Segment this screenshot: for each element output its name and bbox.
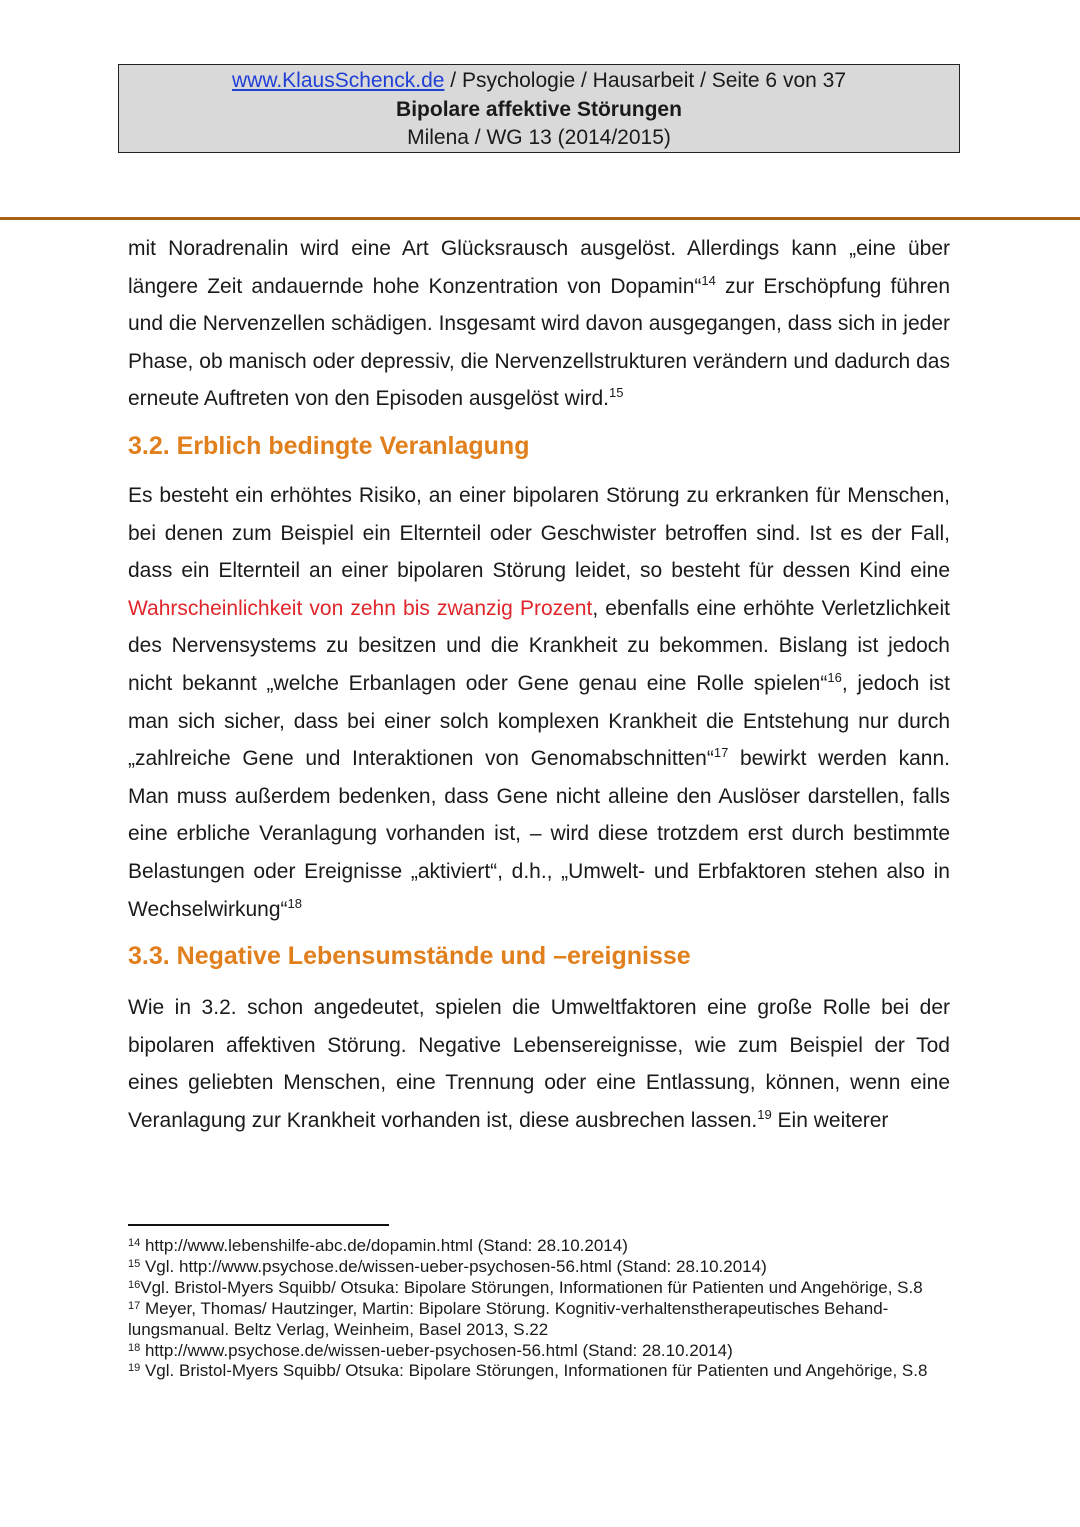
author-line: Milena / WG 13 (2014/2015) — [407, 126, 671, 149]
footnote-text: Vgl. Bristol-Myers Squibb/ Otsuka: Bipolare Störungen, Informationen für Patienten und Angehörige, S.8 — [140, 1277, 923, 1297]
highlighted-text: Wahrscheinlichkeit von zehn bis zwanzig Prozent — [128, 596, 593, 620]
text-run: Wie in 3.2. schon angedeutet, spielen die Umweltfaktoren eine große Rolle bei der bipolaren affektiven Störung. Negative Lebensereignisse, wie zum Beispiel der Tod eines geliebten Menschen, eine Trennung oder eine Entlassung, können, wenn eine Veranlagung zur Krankheit vorhanden ist, diese ausbrechen lassen. — [128, 996, 950, 1132]
site-link[interactable]: www.KlausSchenck.de — [231, 69, 445, 92]
footnote-number: 18 — [128, 1341, 141, 1354]
footnote-item — [128, 1236, 950, 1257]
footnote-text: Vgl. http://www.psychose.de/wissen-ueber-psychosen-56.html (Stand: 28.10.2014) — [140, 1256, 767, 1276]
footnote-ref: 14 — [701, 272, 716, 288]
footnote-text: Vgl. Bristol-Myers Squibb/ Otsuka: Bipolare Störungen, Informationen für Patienten und Angehörige, S.8 — [140, 1361, 928, 1381]
document-title: Bipolare affektive Störungen — [396, 97, 682, 121]
heading-3-3: 3.3. Negative Lebensumstände und –ereignisse — [128, 942, 691, 971]
header-path: / Psychologie / Hausarbeit / Seite 6 von 37 — [444, 69, 847, 92]
footnote-number: 14 — [128, 1237, 141, 1249]
paragraph-3-3 — [128, 989, 950, 1139]
text-run: mit Noradrenalin wird eine Art Glücksrausch ausgelöst. Allerdings kann „eine über längere Zeit andauernde hohe Konzentration von Dopamin“ — [128, 237, 950, 298]
footnote-item — [128, 1257, 950, 1278]
page-content — [128, 230, 950, 1139]
paragraph-3-2 — [128, 477, 950, 928]
text-run: , jedoch ist man sich sicher, dass bei einer solch komplexen Krankheit die Entstehung nur durch „zahlreiche Gene und Interaktionen von Genomabschnitten“ — [128, 671, 951, 771]
footnote-text: Meyer, Thomas/ Hautzinger, Martin: Bipolare Störung. Kognitiv-verhaltenstherapeutisches Behandlungsmanual. Beltz Verlag, Weinheim, Basel 2013, S.22 — [128, 1298, 889, 1339]
footnote-ref: 15 — [609, 385, 624, 401]
footnote-item — [128, 1299, 950, 1341]
footnote-number: 16 — [128, 1278, 141, 1291]
footnote-ref: 19 — [757, 1106, 772, 1122]
page-header — [118, 64, 960, 153]
text-run: Ein weiterer — [771, 1108, 889, 1132]
footnote-number: 15 — [128, 1257, 141, 1270]
footnote-ref: 16 — [827, 669, 842, 685]
footnote-item — [128, 1341, 950, 1362]
footnote-separator — [128, 1224, 389, 1226]
header-line-1 — [119, 67, 959, 96]
text-run: , ebenfalls eine erhöhte Verletzlichkeit des Nervensystems zu besitzen und die Krankheit zu bekommen. Bislang ist jedoch nicht bekannt „welche Erbanlagen oder Gene genau eine Rolle spielen“ — [128, 596, 950, 695]
text-run: zur Erschöpfung führen und die Nervenzellen schädigen. Insgesamt wird davon ausgegangen, dass sich in jeder Phase, ob manisch oder depressiv, die Nervenzellstrukturen verändern und dadurch das erneute Auftreten von den Episoden ausgelöst wird. — [128, 274, 950, 411]
footnote-text: http://www.psychose.de/wissen-ueber-psychosen-56.html (Stand: 28.10.2014) — [140, 1340, 733, 1360]
header-divider — [0, 217, 1080, 220]
footnote-ref: 18 — [287, 895, 302, 911]
footnote-text: http://www.lebenshilfe-abc.de/dopamin.html (Stand: 28.10.2014) — [140, 1236, 628, 1255]
footnote-ref: 17 — [713, 745, 729, 761]
footnotes — [128, 1236, 950, 1382]
heading-3-2: 3.2. Erblich bedingte Veranlagung — [128, 431, 530, 460]
footnote-number: 19 — [128, 1362, 141, 1375]
paragraph-intro — [128, 230, 950, 418]
footnote-number: 17 — [128, 1299, 141, 1312]
text-run: Es besteht ein erhöhtes Risiko, an einer bipolaren Störung zu erkranken für Menschen, bei denen zum Beispiel ein Elternteil oder Geschwister betroffen sind. Ist es der Fall, dass ein Elternteil an einer bipolaren Störung leidet, so besteht für dessen Kind eine — [128, 483, 950, 583]
text-run: bewirkt werden kann. Man muss außerdem bedenken, dass Gene nicht alleine den Auslöser darstellen, falls eine erbliche Veranlagung vorhanden ist, – wird diese trotzdem erst durch bestimmte Belastungen oder Ereignisse „aktiviert“, d.h., „Umwelt- und Erbfaktoren stehen also in Wechselwirkung“ — [128, 747, 950, 921]
footnote-item — [128, 1361, 950, 1382]
footnote-item — [128, 1278, 950, 1299]
